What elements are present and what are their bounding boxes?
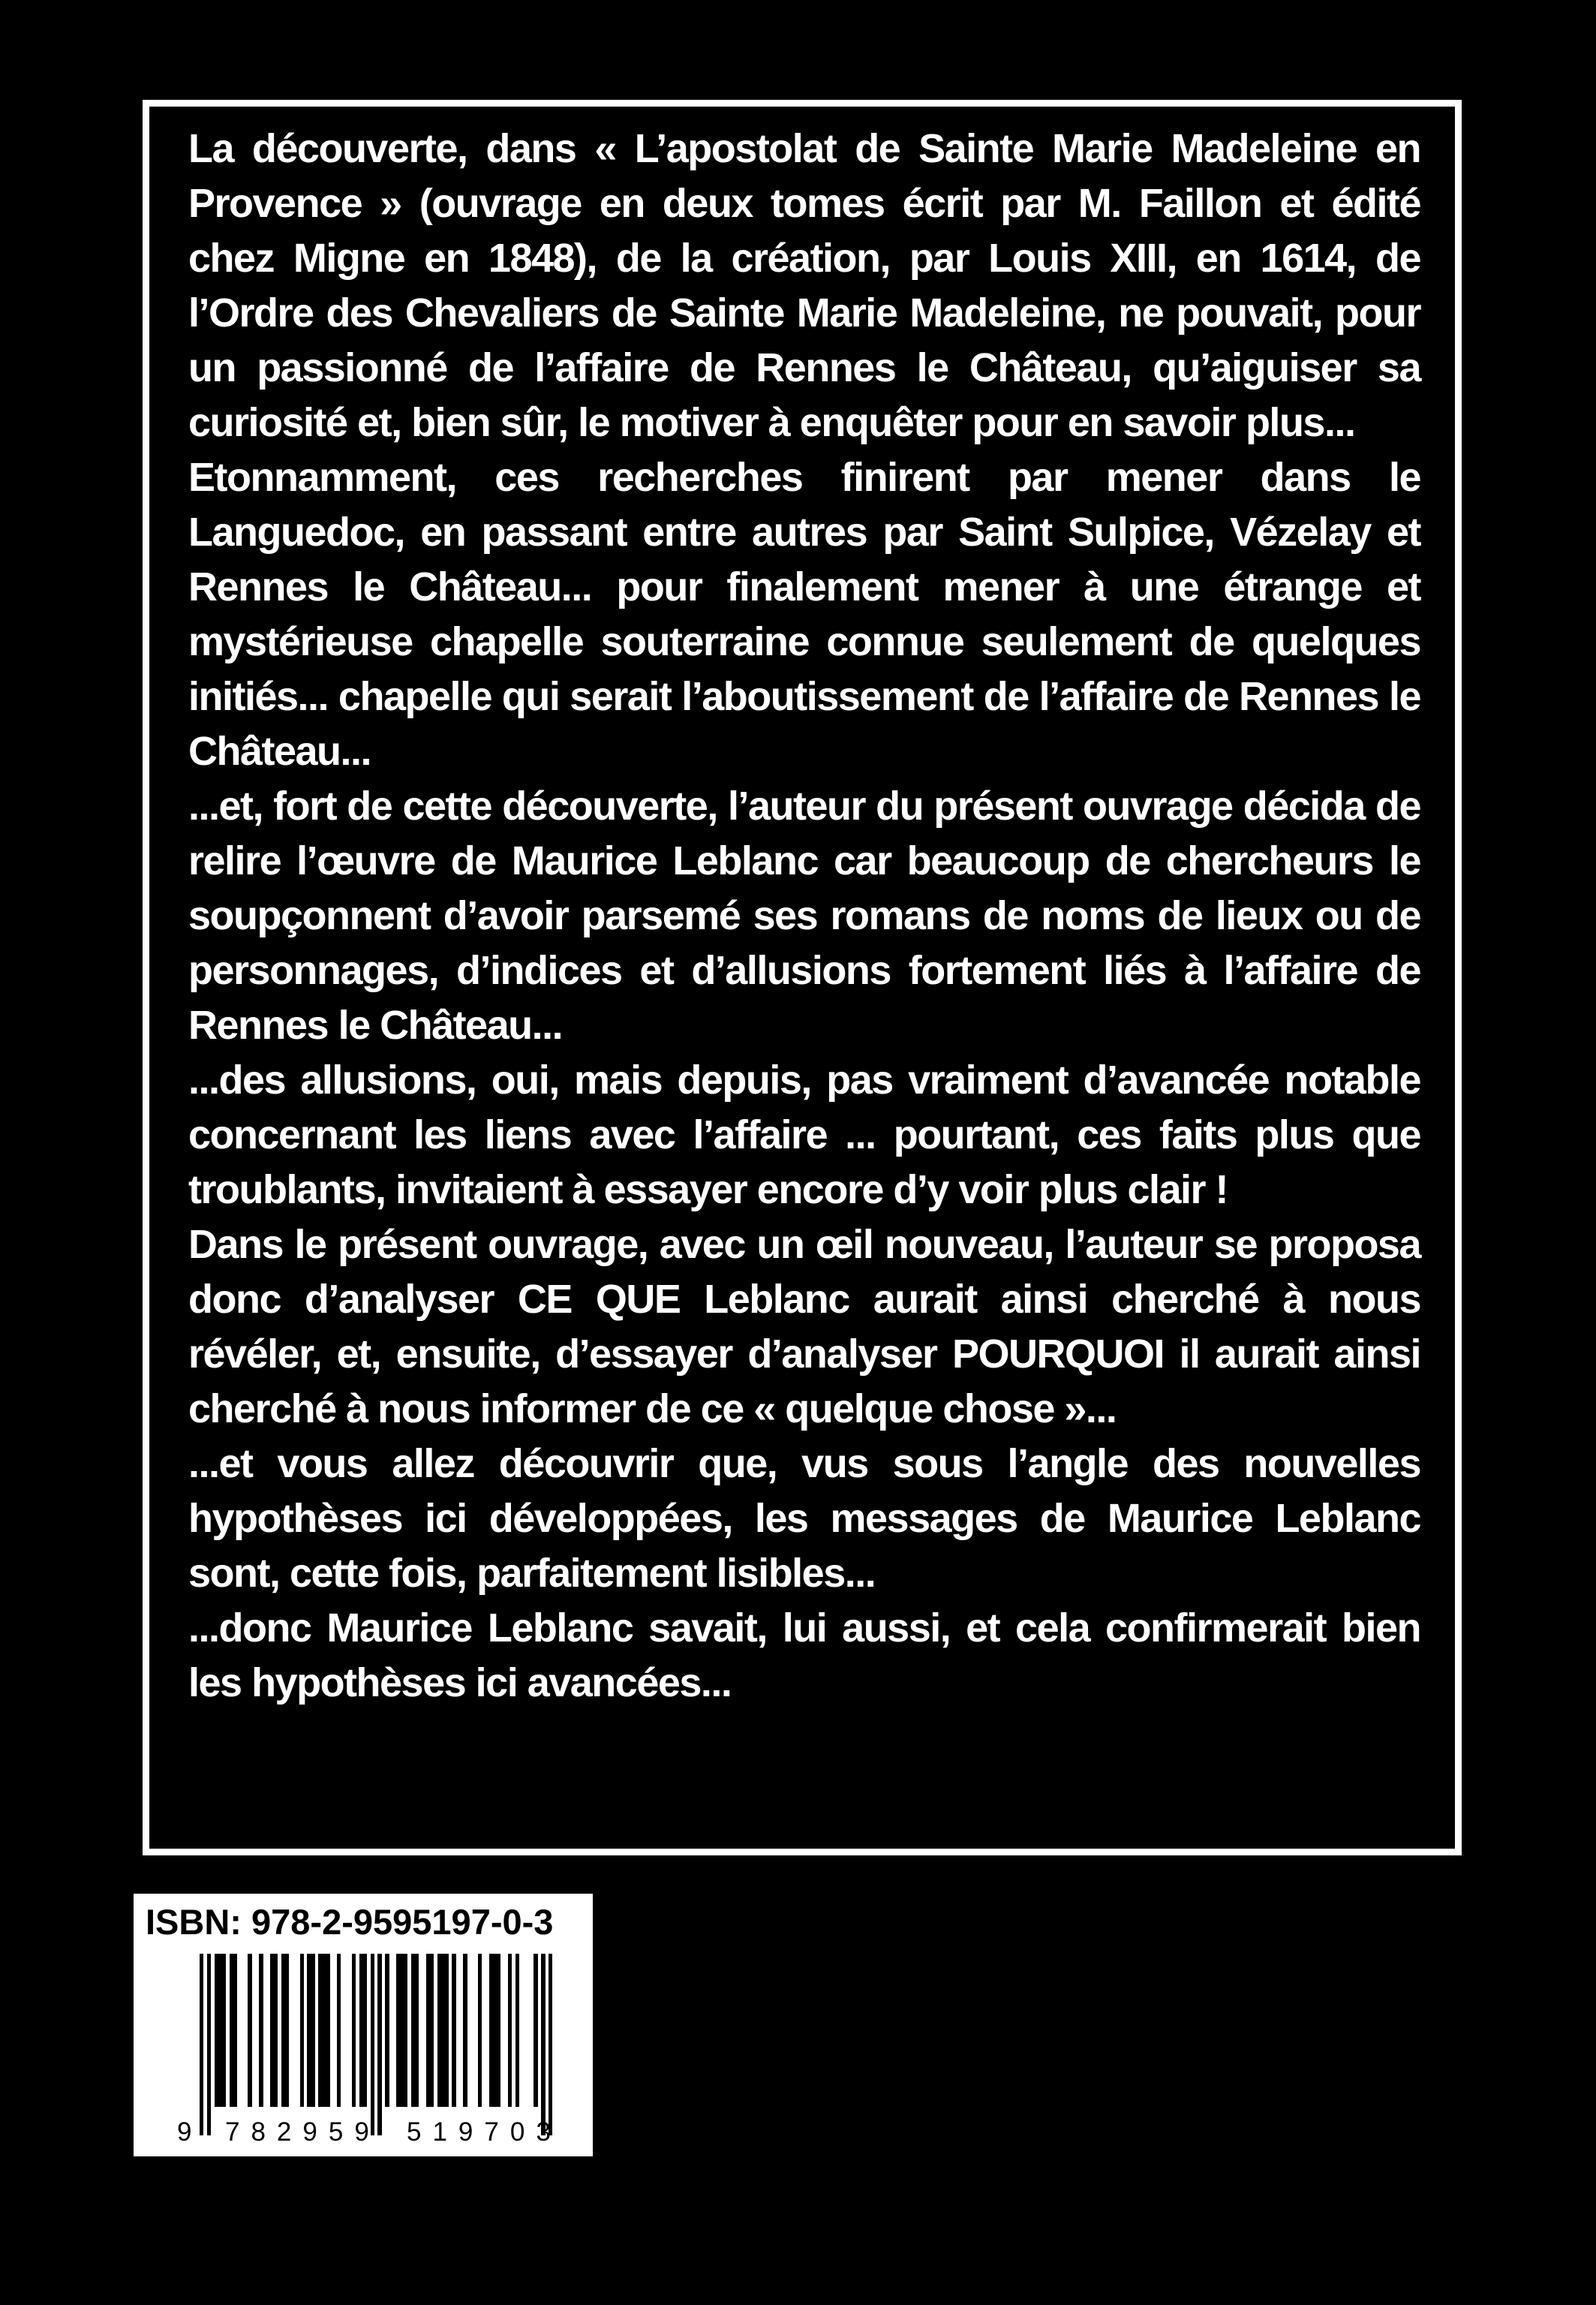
synopsis-paragraph-3: ...et, fort de cette découverte, l’auteur du présent ouvrage décida de relire l’œuvre de Maurice Leblanc car beaucoup de chercheurs le soupçonnent d’avoir parsemé ses romans de noms de lieux ou de personnages, d’indices et d’allusions fortement liés à l’affaire de Rennes le Château... [188,784,1420,1048]
synopsis-paragraph-2: Etonnamment, ces recherches finirent par mener dans le Languedoc, en passant entre autres par Saint Sulpice, Vézelay et Rennes le Château... pour finalement mener à une étrange et mystérieuse chapelle souterraine connue seulement de quelques initiés... chapelle qui serait l’aboutissement de l’affaire de Rennes le Château... [188,455,1420,774]
barcode-bar [430,1954,434,2107]
barcode-bar [377,1954,381,2135]
synopsis-paragraph-6: ...et vous allez découvrir que, vus sous l’angle des nouvelles hypothèses ici développées, les messages de Maurice Leblanc sont, cette fois, parfaitement lisibles... [188,1441,1420,1596]
isbn-label: ISBN: 978-2-9595197-0-3 [146,1902,554,1942]
barcode-digits-right: 519703 [407,2117,562,2147]
barcode-bar [363,1954,367,2107]
synopsis-frame [143,100,1462,1855]
barcode-bar [326,1954,329,2107]
synopsis-paragraph-1: La découverte, dans « L’apostolat de Sainte Marie Madeleine en Provence » (ouvrage en deux tomes écrit par M. Faillon et édité chez Migne en 1848), de la création, par Louis XIII, en 1614, de l’Ordre des Chevaliers de Sainte Marie Madeleine, ne pouvait, pour un passionné de l’affaire de Rennes le Château, qu’aiguiser sa curiosité et, bien sûr, le motiver à enquêter pour en savoir plus... [188,126,1420,445]
synopsis-paragraph-4: ...des allusions, oui, mais depuis, pas vraiment d’avancée notable concernant les liens avec l’affaire ... pourtant, ces faits plus que troublants, invitaient à essayer encore d’y voir plus clair ! [188,1058,1420,1212]
synopsis-paragraph-7: ...donc Maurice Leblanc savait, lui aussi, et cela confirmerait bien les hypothèses ici avancées... [188,1605,1420,1705]
barcode-bar [508,1954,512,2107]
barcode-bar [274,1954,278,2107]
barcode-bar [549,1954,552,2135]
barcode-bar [222,1954,226,2107]
barcode-bar [415,1954,419,2107]
isbn-barcode-panel [134,1894,593,2156]
barcode-bar [385,1954,389,2107]
barcode-digit-first: 9 [177,2117,192,2147]
barcode-bar [352,1954,356,2107]
barcode-bar [497,1954,500,2107]
barcode-bar [371,1954,374,2135]
barcode-bar [285,1954,289,2107]
barcode-bar [207,1954,211,2135]
barcode-bar [445,1954,449,2107]
barcode-bar [404,1954,407,2107]
barcode-bar [337,1954,341,2107]
barcode-bar [311,1954,314,2107]
barcode-bar [200,1954,203,2135]
barcode-bar [233,1954,237,2107]
barcode-bar [300,1954,304,2107]
barcode-bar [515,1954,519,2107]
barcode-bars [200,1954,552,2135]
barcode-digits-left: 782959 [225,2117,380,2147]
barcode-bar [541,1954,545,2135]
barcode-bar [534,1954,537,2107]
barcode-bar [478,1954,482,2107]
barcode-bar [463,1954,467,2107]
synopsis-paragraph-5: Dans le présent ouvrage, avec un œil nouveau, l’auteur se proposa donc d’analyser CE QUE Leblanc aurait ainsi cherché à nous révéler, et, ensuite, d’essayer d’analyser POURQUOI il aurait ainsi cherché à nous informer de ce « quelque chose »... [188,1222,1420,1431]
barcode-bar [452,1954,455,2107]
barcode-bar [259,1954,263,2107]
barcode-bar [248,1954,251,2107]
